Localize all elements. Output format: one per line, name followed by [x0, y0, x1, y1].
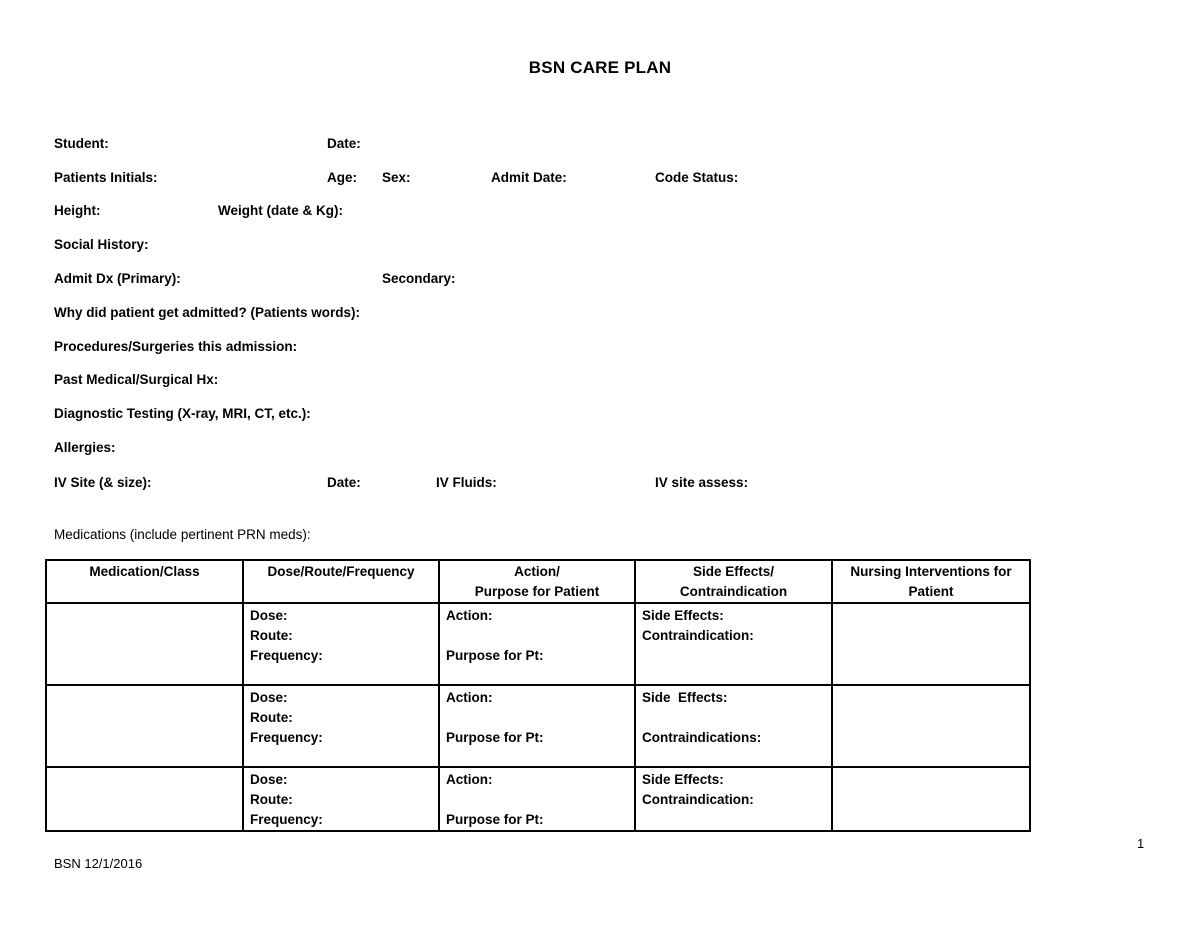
iv-site-label: IV Site (& size): [54, 475, 152, 490]
table-row [46, 767, 1030, 831]
medications-table [45, 559, 1031, 832]
past-hx-label: Past Medical/Surgical Hx: [54, 372, 219, 387]
side-effects-cell[interactable]: Side Effects: Contraindication: [635, 767, 832, 831]
diagnostic-testing-label: Diagnostic Testing (X-ray, MRI, CT, etc.): [54, 406, 311, 421]
medication-class-cell[interactable] [46, 685, 243, 767]
table-row [46, 603, 1030, 685]
allergies-label: Allergies: [54, 440, 116, 455]
age-label: Age: [327, 170, 357, 185]
dose-route-frequency-cell[interactable]: Dose: Route: Frequency: [243, 685, 439, 767]
table-row [46, 685, 1030, 767]
medication-class-cell[interactable] [46, 767, 243, 831]
date-field-label: Date: [327, 136, 361, 151]
dose-route-frequency-cell[interactable]: Dose: Route: Frequency: [243, 603, 439, 685]
code-status-label: Code Status: [655, 170, 739, 185]
admit-dx-label: Admit Dx (Primary): [54, 271, 181, 286]
patients-initials-label: Patients Initials: [54, 170, 158, 185]
side-effects-cell[interactable]: Side Effects: Contraindications: [635, 685, 832, 767]
social-history-label: Social History: [54, 237, 149, 252]
height-label: Height: [54, 203, 101, 218]
action-purpose-cell[interactable]: Action: Purpose for Pt: [439, 767, 635, 831]
nursing-interventions-cell[interactable] [832, 767, 1030, 831]
nursing-interventions-cell[interactable] [832, 603, 1030, 685]
page-number: 1 [1137, 836, 1145, 851]
header-action-purpose: Action/ Purpose for Patient [439, 560, 635, 603]
secondary-dx-label: Secondary: [382, 271, 456, 286]
table-header-row [46, 560, 1030, 603]
medications-caption: Medications (include pertinent PRN meds): [54, 527, 311, 542]
procedures-label: Procedures/Surgeries this admission: [54, 339, 298, 354]
header-nursing-interventions: Nursing Interventions for Patient [832, 560, 1030, 603]
header-side-effects: Side Effects/ Contraindication [635, 560, 832, 603]
action-purpose-cell[interactable]: Action: Purpose for Pt: [439, 603, 635, 685]
iv-fluids-label: IV Fluids: [436, 475, 497, 490]
side-effects-cell[interactable]: Side Effects: Contraindication: [635, 603, 832, 685]
iv-date-label: Date: [327, 475, 361, 490]
header-dose-route-frequency: Dose/Route/Frequency [243, 560, 439, 603]
dose-route-frequency-cell[interactable]: Dose: Route: Frequency: [243, 767, 439, 831]
why-admitted-label: Why did patient get admitted? (Patients words): [54, 305, 361, 320]
action-purpose-cell[interactable]: Action: Purpose for Pt: [439, 685, 635, 767]
header-medication-class: Medication/Class [46, 560, 243, 603]
footer-version: BSN 12/1/2016 [54, 856, 143, 871]
page-title: BSN CARE PLAN [528, 58, 672, 77]
weight-label: Weight (date & Kg): [218, 203, 343, 218]
iv-site-assess-label: IV site assess: [655, 475, 749, 490]
medication-class-cell[interactable] [46, 603, 243, 685]
student-field-label: Student: [54, 136, 109, 151]
nursing-interventions-cell[interactable] [832, 685, 1030, 767]
admit-date-label: Admit Date: [491, 170, 567, 185]
sex-label: Sex: [382, 170, 411, 185]
